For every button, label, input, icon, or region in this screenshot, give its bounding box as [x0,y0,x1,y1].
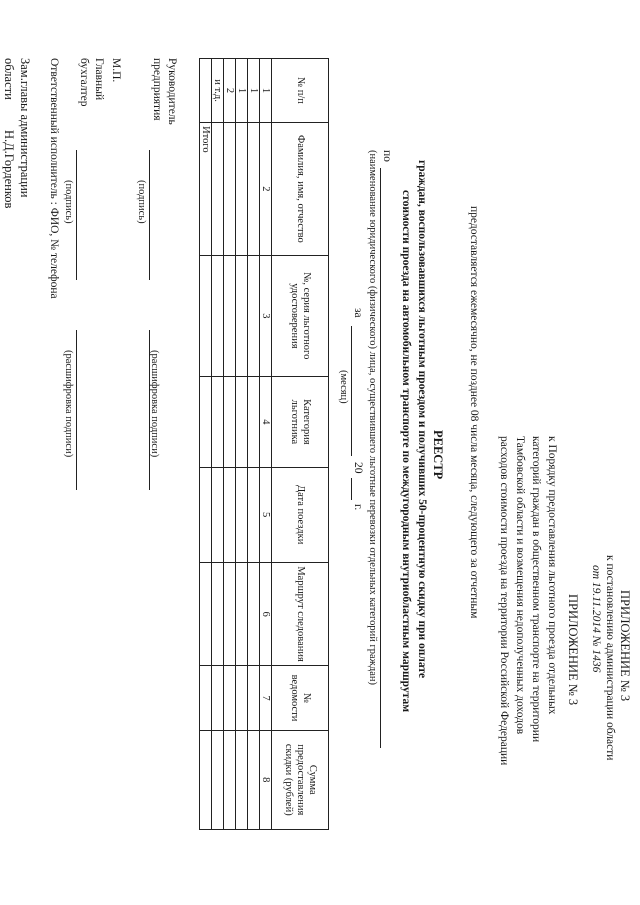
table-cell [224,562,236,666]
za-label: за [352,308,364,318]
table-cell [248,255,260,377]
registry-title: РЕЕСТР [431,430,445,480]
table-total-row [200,59,212,830]
table-cell [212,255,224,377]
column-header: Сумма предоставления скидки (рублей) [272,730,329,829]
table-row [248,59,260,830]
head-label: предприятия [151,58,163,121]
head-label: Руководитель [166,58,178,125]
column-header: Фамилия, имя, отчество [272,123,329,256]
table-cell [236,123,248,256]
table-cell [212,730,224,829]
year-line [351,478,352,500]
po-label: по [381,150,393,162]
head-signature-line [149,150,150,280]
accountant-label: бухгалтер [78,58,90,107]
registry-table [199,58,329,830]
table-cell: 1 [236,59,248,123]
table-cell [236,730,248,829]
table-row [236,59,248,830]
table-cell [236,255,248,377]
column-header: №, серия льготного удостоверения [272,255,329,377]
deputy-title: области [2,58,16,100]
registry-subtitle: граждан, воспользовавшихся льготным проездом и получивших 50-процентную скидку при оплате [416,160,428,679]
table-cell [200,666,212,730]
appendix-order-line: к Порядку предоставления льготного проезда отдельных [546,436,558,715]
table-row [224,59,236,830]
table-header-row [272,59,329,830]
table-cell [236,562,248,666]
submission-note: предоставляется ежемесячно, не позднее 08 числа месяца, следующего за отчетным [468,206,480,619]
table-cell [248,562,260,666]
column-header: Категория льготника [272,377,329,468]
appendix-order-line: расходов стоимости проезда на территории Российской Федерации [498,436,510,766]
table-cell [248,730,260,829]
table-cell: и т.д. [212,59,224,123]
table-cell [200,467,212,562]
table-cell [224,377,236,468]
table-cell [236,377,248,468]
table-cell [212,666,224,730]
accountant-signature-caption: (подпись) [63,180,74,224]
registry-subtitle: стоимости проезда на автомобильном транспорте по междугородным внутриобластным маршрутам [400,190,412,713]
column-number: 5 [260,467,272,562]
appendix-decree-line: к постановлению администрации области [604,555,616,761]
table-cell [200,255,212,377]
appendix-title: ПРИЛОЖЕНИЕ № 3 [618,590,632,702]
column-number-row [260,59,272,830]
org-name-line [380,168,381,748]
year-prefix: 20 [352,462,364,474]
column-header: № п/п [272,59,329,123]
column-number: 3 [260,255,272,377]
column-number: 6 [260,562,272,666]
table-cell [248,123,260,256]
appendix-order-line: категорий граждан в общественном транспорте на территории [530,436,542,743]
total-label: Итого [200,123,212,256]
table-cell [224,467,236,562]
year-suffix: г. [352,504,364,511]
responsible-person: Ответственный исполнитель : ФИО, № телефона [48,58,60,299]
decode-caption: (расшифровка подписи) [149,350,160,458]
column-header: Дата поездки [272,467,329,562]
table-cell [212,467,224,562]
column-number: 4 [260,377,272,468]
table-cell [212,377,224,468]
org-caption: (наименование юридического (физического) лица, осуществившего льготные перевозки отдельных категорий граждан) [367,150,378,686]
table-cell [200,59,212,123]
deputy-title: Зам.главы администрации [18,58,32,198]
stamp-place: М.П. [110,58,122,83]
table-cell [200,377,212,468]
column-number: 7 [260,666,272,730]
column-header: Маршрут следования [272,562,329,666]
accountant-decode-line [76,330,77,490]
month-caption: (месяц) [338,370,349,404]
table-cell [224,730,236,829]
column-number: 2 [260,123,272,256]
table-row [212,59,224,830]
column-number: 8 [260,730,272,829]
accountant-decode-caption: (расшифровка подписи) [63,350,74,458]
month-line [351,326,352,456]
appendix-order-line: Тамбовской области и возмещения недополученных доходов [514,436,526,735]
table-cell [212,123,224,256]
signature-caption: (подпись) [136,180,147,224]
table-cell [200,730,212,829]
deputy-name: Н.Д.Горденков [2,130,16,209]
table-cell [236,666,248,730]
table-cell [248,377,260,468]
table-cell: 2 [224,59,236,123]
appendix-decree-date: от 19.11.2014 № 1436 [590,565,602,673]
appendix-order-title: ПРИЛОЖЕНИЕ № 3 [566,594,580,706]
table-cell [224,255,236,377]
table-cell [224,123,236,256]
table-cell: 1 [248,59,260,123]
accountant-label: Главный [93,58,105,101]
appendix-order-text [496,436,560,876]
table-cell [200,562,212,666]
column-header: № ведомости [272,666,329,730]
table-cell [248,666,260,730]
accountant-signature-line [76,150,77,280]
table-cell [224,666,236,730]
table-cell [248,467,260,562]
table-cell [212,562,224,666]
column-number: 1 [260,59,272,123]
table-cell [236,467,248,562]
